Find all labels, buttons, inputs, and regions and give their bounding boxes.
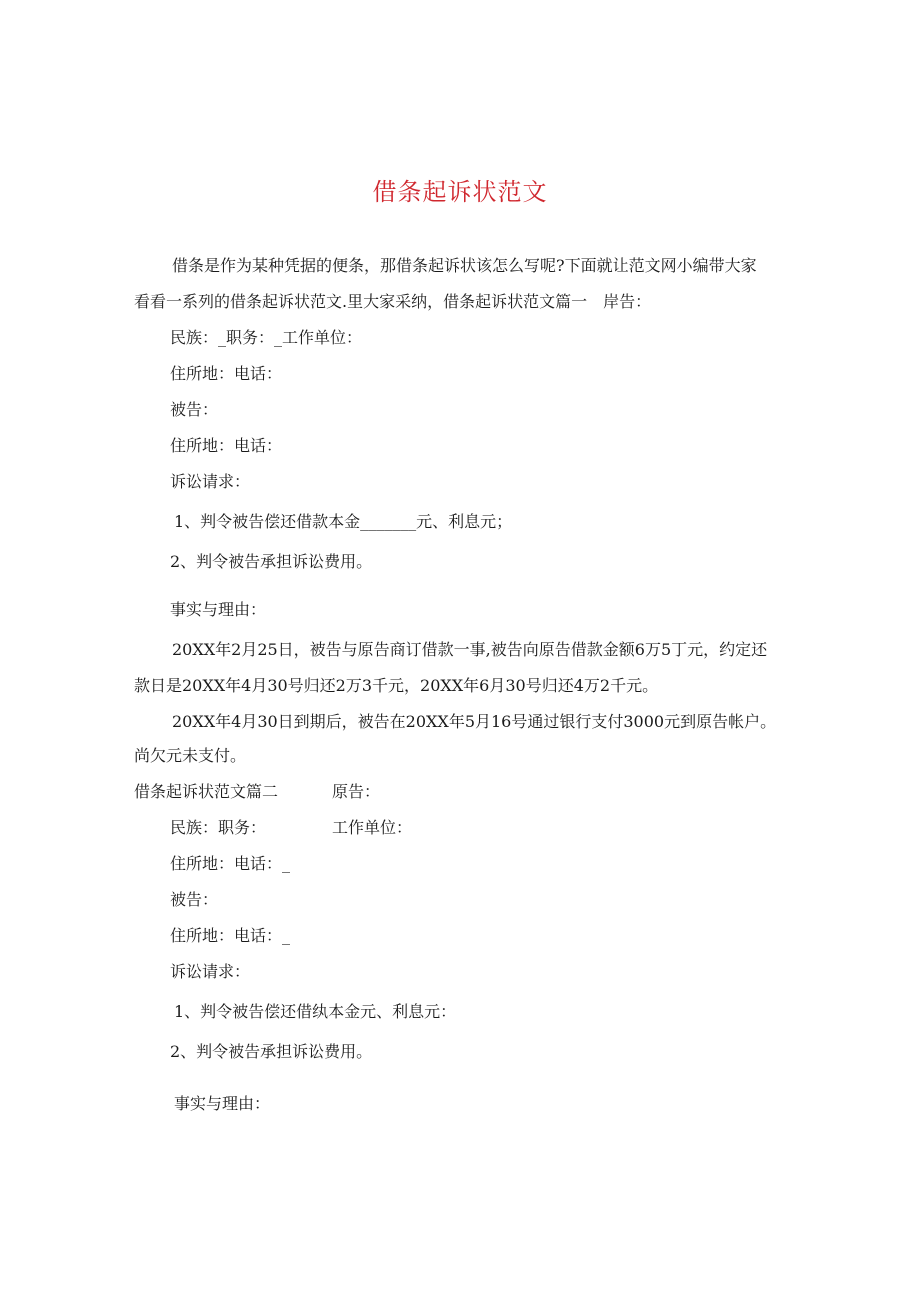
p2-work-unit-label: 工作单位：	[332, 818, 413, 837]
p1-address-line-2: 住所地：电话：	[170, 436, 283, 455]
p2-address-line-1: 住所地：电话：_	[170, 854, 291, 873]
intro-line-1: 借条是作为某种凭据的便条，那借条起诉状该怎么写呢?下面就让范文网小编带大家	[172, 256, 757, 275]
p2-claims-label: 诉讼请求：	[170, 962, 251, 981]
p2-plaintiff-label: 原告：	[332, 782, 381, 801]
p1-defendant-line: 被告：	[170, 400, 219, 419]
p2-defendant-line: 被告：	[170, 890, 219, 909]
p2-address-line-2: 住所地：电话：_	[170, 926, 291, 945]
p1-claim-1: 1、判令被告偿还借款本金_______元、利息元；	[174, 512, 513, 531]
p1-claim-2: 2、判令被告承担诉讼费用。	[170, 552, 373, 571]
document-title: 借条起诉状范文	[372, 178, 548, 206]
p1-address-line-1: 住所地：电话：	[170, 364, 283, 383]
p2-facts-label: 事实与理由：	[174, 1094, 271, 1113]
p1-facts-1-line-2: 款日是20XX年4月30号归还2万3千元，20XX年6月30号归还4万2千元。	[134, 676, 659, 695]
intro-line-2: 看看一系列的借条起诉状范文.里大家采纳，借条起诉状范文篇一 岸告：	[134, 292, 652, 311]
p1-claims-label: 诉讼请求：	[170, 472, 251, 491]
p1-ethnic-line: 民族：_职务：_工作单位：	[170, 328, 363, 347]
p1-facts-2-line-2: 尚欠元未支付。	[134, 746, 247, 765]
p2-heading: 借条起诉状范文篇二	[134, 782, 279, 801]
p1-facts-2-line-1: 20XX年4月30日到期后，被告在20XX年5月16号通过银行支付3000元到原告帐户。	[172, 712, 777, 731]
p1-facts-label: 事实与理由：	[170, 600, 267, 619]
p2-claim-1: 1、判令被告偿还借纨本金元、利息元：	[174, 1002, 457, 1021]
p2-ethnic-line: 民族：职务：	[170, 818, 267, 837]
p1-facts-1-line-1: 20XX年2月25日，被告与原告商订借款一事,被告向原告借款金额6万5丁元，约定还	[172, 640, 768, 659]
p2-claim-2: 2、判令被告承担诉讼费用。	[170, 1042, 373, 1061]
